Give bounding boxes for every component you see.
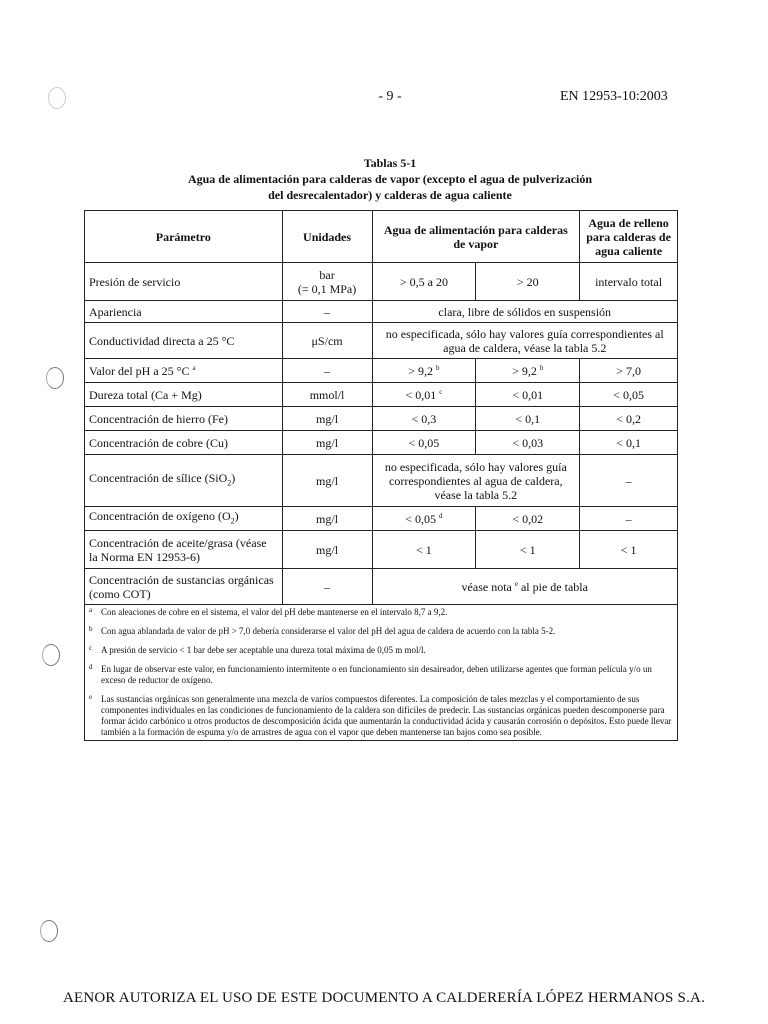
- punch-hole-mark: [40, 920, 58, 942]
- footnote-d: [89, 664, 673, 686]
- footnote-e: [89, 694, 673, 738]
- footnote-a: [89, 607, 673, 618]
- table-row: [85, 263, 678, 301]
- value-cell: –: [580, 455, 678, 507]
- unit-cell: mg/l: [282, 531, 372, 569]
- footnote-text: Las sustancias orgánicas son generalmente una mezcla de varios compuestos diferentes. La composición de tales mezclas y el comportamiento de sus componentes individuales en las condiciones de funcionamiento de la caldera son difíciles de predecir. Las sustancias orgánicas pueden descomponerse para formar ácido carbónico u otros productos de descomposición ácida que aumentarán la conductividad ácida y causarán corrosión o depósitos. Esto puede llevar también a la formación de espuma y/o de arrastres de agua con el vapor que deben mantenerse tan bajos como sea posible.: [101, 694, 672, 738]
- water-quality-table: [84, 210, 678, 741]
- footnote-marker: b: [436, 363, 440, 372]
- punch-hole-mark: [48, 87, 66, 109]
- value-cell: [372, 507, 476, 531]
- table-row: [85, 359, 678, 383]
- footnotes-row: [85, 605, 678, 741]
- value-cell: no especificada, sólo hay valores guía correspondientes al agua de caldera, véase la tabla 5.2: [372, 455, 580, 507]
- unit-text: (= 0,1 MPa): [297, 281, 357, 296]
- param-cell: Concentración de cobre (Cu): [85, 431, 283, 455]
- table-row: [85, 431, 678, 455]
- footnote-text: A presión de servicio < 1 bar debe ser aceptable una dureza total máxima de 0,05 m mol/l.: [101, 645, 426, 656]
- footnote-marker: e: [514, 579, 518, 588]
- footnote-mark: c: [89, 644, 93, 653]
- footnote-mark: d: [89, 663, 93, 672]
- value-cell: < 0,3: [372, 407, 476, 431]
- header-fill-water: Agua de relleno para calderas de agua caliente: [580, 211, 678, 263]
- unit-cell: –: [282, 301, 372, 323]
- value-text: véase nota: [461, 579, 512, 594]
- value-cell: [476, 359, 580, 383]
- header-row: [85, 211, 678, 263]
- value-cell: < 0,03: [476, 431, 580, 455]
- param-cell: [85, 455, 283, 507]
- value-cell: –: [580, 507, 678, 531]
- page-number: - 9 -: [378, 89, 402, 104]
- param-cell: [85, 359, 283, 383]
- value-cell: intervalo total: [580, 263, 678, 301]
- value-cell: < 0,05: [372, 431, 476, 455]
- footnotes-cell: [85, 605, 678, 741]
- unit-cell: –: [282, 359, 372, 383]
- value-cell: < 1: [476, 531, 580, 569]
- value-text: < 0,05: [405, 511, 437, 526]
- footnote-mark: b: [89, 625, 93, 634]
- value-cell: < 0,02: [476, 507, 580, 531]
- header-parameter: Parámetro: [85, 211, 283, 263]
- table-row: [85, 569, 678, 605]
- table-row: [85, 323, 678, 359]
- footnote-b: [89, 626, 673, 637]
- param-cell: Concentración de sustancias orgánicas (como COT): [85, 569, 283, 605]
- table-row: [85, 407, 678, 431]
- standard-code: EN 12953-10:2003: [560, 89, 668, 104]
- value-cell: < 1: [372, 531, 476, 569]
- param-text: Concentración de oxígeno (O: [89, 509, 231, 523]
- table-title: [150, 155, 630, 203]
- footnote-c: [89, 645, 673, 656]
- param-text: Concentración de sílice (SiO: [89, 470, 228, 485]
- param-cell: Concentración de aceite/grasa (véase la Norma EN 12953-6): [85, 531, 283, 569]
- value-text: > 9,2: [408, 363, 434, 378]
- param-text: ): [234, 509, 239, 523]
- footnote-marker: d: [439, 511, 443, 520]
- value-text: < 0,01: [405, 387, 437, 402]
- value-cell: [372, 383, 476, 407]
- header-units: Unidades: [282, 211, 372, 263]
- value-text: al pie de tabla: [520, 579, 588, 594]
- param-text: ): [231, 470, 236, 485]
- subscript: 2: [227, 478, 232, 488]
- value-cell: > 0,5 a 20: [372, 263, 476, 301]
- unit-cell: mg/l: [282, 407, 372, 431]
- footnote-text: En lugar de observar este valor, en funcionamiento intermitente o en funcionamiento sin desaireador, deben utilizarse agentes que forman película y/o un exceso de reductor de oxígeno.: [101, 664, 652, 686]
- footnote-text: Con agua ablandada de valor de pH > 7,0 debería considerarse el valor del pH del agua de caldera de acuerdo con la tabla 5-2.: [101, 626, 556, 637]
- table-row: [85, 383, 678, 407]
- param-cell: Dureza total (Ca + Mg): [85, 383, 283, 407]
- value-cell: clara, libre de sólidos en suspensión: [372, 301, 678, 323]
- punch-hole-mark: [46, 367, 64, 389]
- unit-text: bar: [319, 267, 335, 282]
- unit-cell: [282, 263, 372, 301]
- table-caption-line-2: del desrecalentador) y calderas de agua caliente: [268, 188, 512, 202]
- footnote-mark: a: [89, 606, 93, 615]
- param-text: Valor del pH a 25 °C: [89, 363, 190, 378]
- table-number: Tablas 5-1: [363, 156, 417, 170]
- value-cell: > 20: [476, 263, 580, 301]
- subscript: 2: [230, 516, 235, 526]
- unit-cell: μS/cm: [282, 323, 372, 359]
- value-cell: < 0,1: [476, 407, 580, 431]
- value-cell: < 0,1: [580, 431, 678, 455]
- footnote-mark: e: [89, 693, 93, 702]
- unit-cell: mg/l: [282, 431, 372, 455]
- param-cell: Presión de servicio: [85, 263, 283, 301]
- value-cell: [372, 359, 476, 383]
- value-cell: < 1: [580, 531, 678, 569]
- table-row: [85, 531, 678, 569]
- table-row: [85, 507, 678, 531]
- param-cell: Concentración de hierro (Fe): [85, 407, 283, 431]
- param-cell: Apariencia: [85, 301, 283, 323]
- footnote-text: Con aleaciones de cobre en el sistema, el valor del pH debe mantenerse en el intervalo 8,7 a 9,2.: [101, 607, 448, 618]
- footnote-marker: b: [539, 363, 544, 372]
- unit-cell: mmol/l: [282, 383, 372, 407]
- unit-cell: mg/l: [282, 507, 372, 531]
- param-cell: [85, 507, 283, 531]
- footnote-marker: c: [439, 387, 443, 396]
- param-cell: Conductividad directa a 25 °C: [85, 323, 283, 359]
- unit-cell: mg/l: [282, 455, 372, 507]
- value-text: > 9,2: [512, 363, 537, 378]
- table-row: [85, 301, 678, 323]
- footnote-marker: a: [192, 363, 196, 372]
- table-row: [85, 455, 678, 507]
- value-cell: < 0,2: [580, 407, 678, 431]
- value-cell: > 7,0: [580, 359, 678, 383]
- header-feed-water: Agua de alimentación para calderas de vapor: [372, 211, 580, 263]
- value-cell: < 0,05: [580, 383, 678, 407]
- value-cell: [372, 569, 678, 605]
- value-cell: no especificada, sólo hay valores guía correspondientes al agua de caldera, véase la tabla 5.2: [372, 323, 678, 359]
- value-cell: < 0,01: [476, 383, 580, 407]
- punch-hole-mark: [42, 644, 60, 666]
- license-footer: AENOR AUTORIZA EL USO DE ESTE DOCUMENTO A CALDERERÍA LÓPEZ HERMANOS S.A.: [62, 990, 706, 1006]
- unit-cell: –: [282, 569, 372, 605]
- table-caption-line-1: Agua de alimentación para calderas de vapor (excepto el agua de pulverización: [187, 172, 593, 186]
